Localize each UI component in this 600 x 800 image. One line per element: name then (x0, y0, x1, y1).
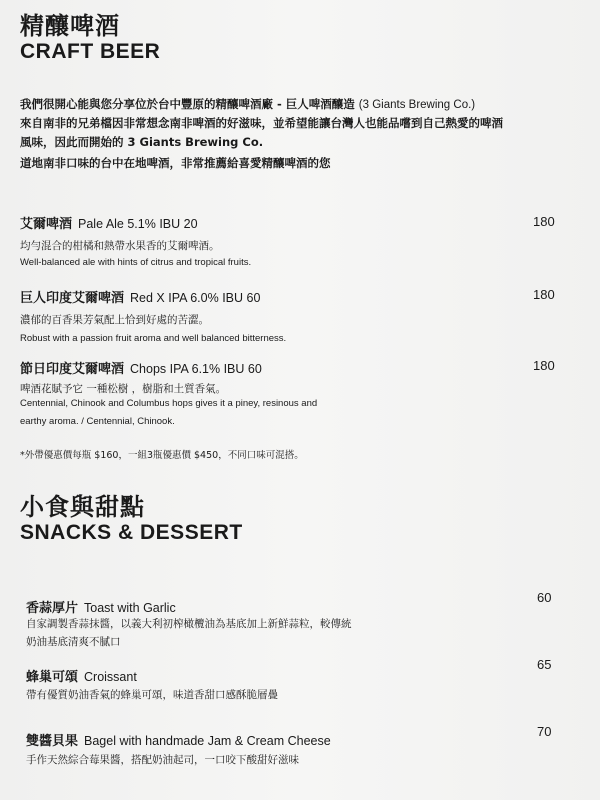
beer-item-3-name (20, 358, 262, 377)
snack-item-2-name (26, 666, 137, 685)
beer-item-2-name-zh: 巨人印度艾爾啤酒 (20, 291, 125, 306)
beer-intro-line3: 風味，因此而開始的 3 Giants Brewing Co. (20, 135, 264, 149)
beer-item-3-desc-en: Centennial, Chinook and Columbus hops gives it a piney, resinous and (20, 398, 318, 409)
beer-item-3-price: 180 (533, 358, 555, 373)
beer-item-3-desc-en-2: earthy aroma. / Centennial, Chinook. (20, 416, 175, 427)
snack-item-1-name-en: Toast with Garlic (84, 601, 176, 615)
snacks-title-en: SNACKS & DESSERT (20, 521, 243, 544)
beer-item-1-desc-zh: 均勻混合的柑橘和熱帶水果香的艾爾啤酒。 (20, 240, 220, 252)
beer-item-2-desc-zh: 濃郁的百香果芳氣配上恰到好處的苦澀。 (20, 314, 209, 326)
snack-item-1-desc-zh: 自家調製香蒜抹醬，以義大利初榨橄欖油為基底加上新鮮蒜粒，較傳統 (26, 618, 352, 630)
beer-item-1-name-zh: 艾爾啤酒 (20, 217, 73, 232)
takeaway-note: *外帶優惠價每瓶 $160，一組3瓶優惠價 $450，不同口味可混搭。 (20, 450, 304, 461)
snack-item-2-name-en: Croissant (84, 670, 137, 684)
snack-item-1-price: 60 (537, 590, 552, 605)
snack-item-3-name-en: Bagel with handmade Jam & Cream Cheese (84, 734, 331, 748)
snacks-title-zh: 小食與甜點 (20, 493, 145, 521)
beer-item-1-price: 180 (533, 214, 555, 229)
snack-item-1-name (26, 597, 176, 616)
beer-intro-line1 (20, 95, 475, 115)
beer-item-1-desc-en: Well-balanced ale with hints of citrus and tropical fruits. (20, 257, 252, 268)
beer-title-en: CRAFT BEER (20, 40, 161, 63)
beer-item-2-name-en: Red X IPA 6.0% IBU 60 (130, 291, 261, 305)
intro-line1-zh: 我們很開心能與您分享位於台中豐原的精釀啤酒廠 - 巨人啤酒釀造 (20, 97, 355, 111)
beer-intro-line4: 道地南非口味的台中在地啤酒，非常推薦給喜愛精釀啤酒的您 (20, 156, 331, 170)
snack-item-3-name (26, 730, 331, 749)
snack-item-2-price: 65 (537, 657, 552, 672)
beer-item-1-name (20, 213, 198, 232)
beer-title-zh: 精釀啤酒 (20, 12, 120, 40)
beer-item-3-name-zh: 節日印度艾爾啤酒 (20, 362, 125, 377)
beer-item-3-name-en: Chops IPA 6.1% IBU 60 (130, 362, 262, 376)
snack-item-1-desc-zh-2: 奶油基底清爽不膩口 (26, 636, 121, 648)
snack-item-2-desc-zh: 帶有優質奶油香氣的蜂巢可頌，味道香甜口感酥脆層疊 (26, 689, 278, 701)
beer-item-2-desc-en: Robust with a passion fruit aroma and well balanced bitterness. (20, 333, 287, 344)
beer-item-3-desc-zh: 啤酒花賦予它 一種松樹 ，樹脂和土質香氣。 (20, 383, 227, 395)
snack-item-3-price: 70 (537, 724, 552, 739)
snack-item-2-name-zh: 蜂巢可頌 (26, 670, 79, 685)
beer-item-2-price: 180 (533, 287, 555, 302)
snack-item-3-name-zh: 雙醬貝果 (26, 734, 79, 749)
beer-item-1-name-en: Pale Ale 5.1% IBU 20 (78, 217, 198, 231)
beer-intro-line2: 來自南非的兄弟檔因非常想念南非啤酒的好滋味，並希望能讓台灣人也能品嚐到自己熱愛的啤酒 (20, 116, 503, 130)
snack-item-1-name-zh: 香蒜厚片 (26, 601, 79, 616)
intro-line1-en: (3 Giants Brewing Co.) (358, 99, 476, 111)
snack-item-3-desc-zh: 手作天然綜合莓果醬，搭配奶油起司，一口咬下酸甜好滋味 (26, 754, 299, 766)
beer-item-2-name (20, 287, 260, 306)
